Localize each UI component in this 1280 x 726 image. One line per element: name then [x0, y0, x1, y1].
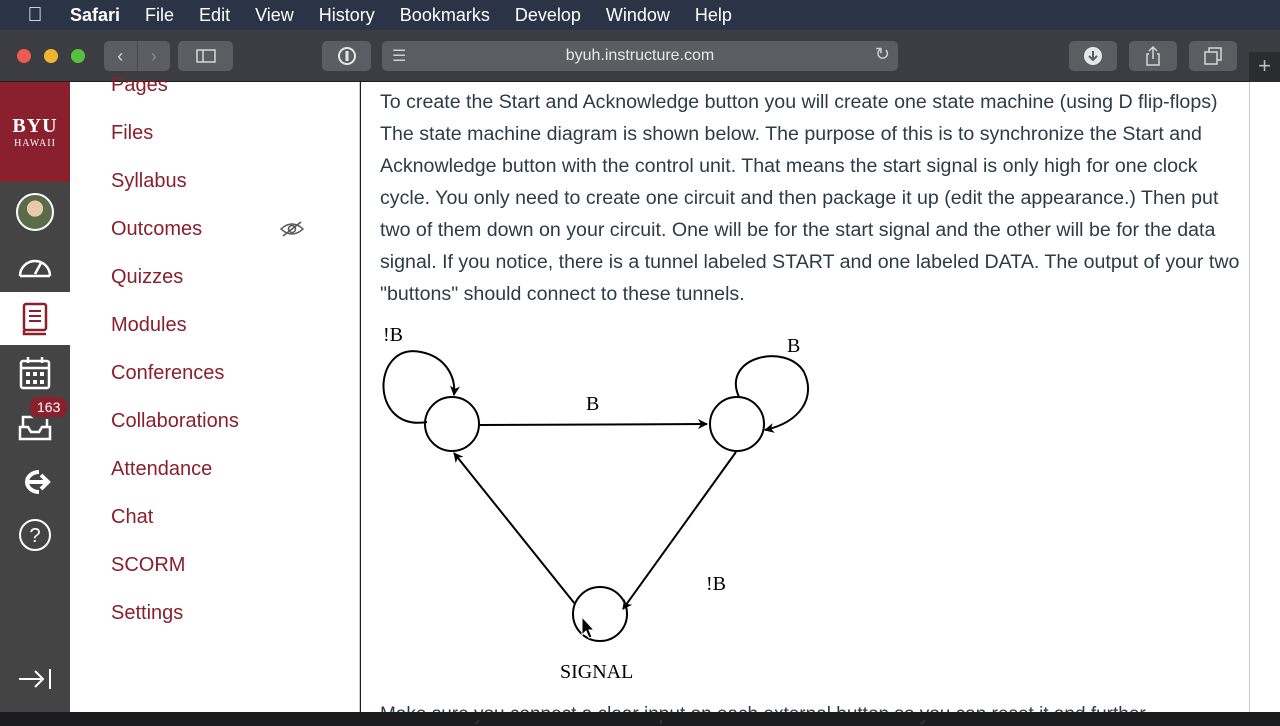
course-nav-quizzes[interactable]: Quizzes	[111, 266, 184, 288]
nav-buttons	[104, 41, 170, 71]
calendar-icon	[19, 356, 51, 390]
instructions-paragraph: To create the Start and Acknowledge button you will create one state machine (using D flip-flops) The state machine diagram is shown below. The purpose of this is to synchronize the Start and Acknowledge button with the control unit. That means the start signal is only high for one clock cycle. You only need to create one circuit and then package it up (edit the appearance.) Then put two of them down on your circuit. One will be for the start signal and the other will be for the data signal. If you notice, there is a tunnel labeled START and one labeled DATA. The output of your two "buttons" should connect to these tunnels.	[380, 91, 1240, 305]
menu-file[interactable]: File	[145, 4, 175, 25]
reader-view-icon[interactable]: ☰	[392, 48, 407, 65]
help-icon	[18, 518, 52, 552]
global-nav-inbox[interactable]	[0, 399, 70, 447]
course-nav-pages[interactable]: Pages	[111, 74, 168, 96]
menu-safari[interactable]: Safari	[70, 4, 121, 25]
menu-bar	[0, 0, 1280, 30]
menu-history[interactable]: History	[318, 4, 375, 25]
password-manager-button[interactable]	[322, 41, 371, 71]
logo-line-1: BYU	[12, 115, 58, 137]
course-nav-chat[interactable]: Chat	[111, 506, 154, 528]
dashboard-icon	[17, 252, 53, 280]
course-nav-settings[interactable]: Settings	[111, 602, 184, 624]
global-nav-help[interactable]	[0, 515, 70, 555]
byu-hawaii-logo[interactable]	[0, 82, 70, 182]
address-bar[interactable]	[382, 41, 898, 71]
course-nav-syllabus[interactable]: Syllabus	[111, 170, 187, 192]
global-navigation	[0, 82, 70, 712]
url-text: byuh.instructure.com	[565, 47, 715, 64]
back-button[interactable]: ‹	[117, 46, 124, 66]
state-left	[425, 397, 479, 451]
logo-line-2: HAWAII	[14, 138, 56, 149]
global-nav-calendar[interactable]	[0, 352, 70, 394]
password-manager-icon	[337, 46, 357, 66]
global-nav-dashboard[interactable]	[0, 244, 70, 288]
global-nav-account[interactable]	[0, 190, 70, 234]
course-nav-files[interactable]: Files	[111, 122, 154, 144]
course-nav-attendance[interactable]: Attendance	[111, 458, 213, 480]
menu-edit[interactable]: Edit	[199, 4, 231, 25]
new-tab-button[interactable]: +	[1249, 52, 1280, 82]
state-signal	[573, 587, 627, 641]
reload-icon[interactable]: ↻	[874, 44, 890, 64]
close-window-button[interactable]	[17, 49, 31, 63]
zoom-window-button[interactable]	[71, 49, 85, 63]
menu-view[interactable]: View	[255, 4, 294, 25]
window-bottom-edge	[0, 712, 1280, 720]
commons-icon	[17, 468, 53, 496]
minimize-window-button[interactable]	[44, 49, 58, 63]
course-nav-modules[interactable]: Modules	[111, 314, 187, 336]
sidebar-icon	[196, 49, 216, 63]
apple-icon[interactable]	[0, 4, 70, 27]
state-right	[710, 397, 764, 451]
svg-text:?: ?	[29, 525, 41, 547]
menu-help[interactable]: Help	[694, 4, 732, 25]
forward-button[interactable]: ›	[137, 41, 171, 71]
course-navigation	[70, 74, 360, 712]
share-button[interactable]	[1129, 41, 1177, 71]
menu-window[interactable]: Window	[605, 4, 670, 25]
label-transition-right-bottom: !B	[706, 573, 726, 595]
global-nav-courses[interactable]	[0, 292, 70, 345]
courses-icon	[20, 302, 50, 336]
label-signal: SIGNAL	[560, 661, 634, 683]
page-content	[361, 82, 1249, 712]
browser-toolbar	[0, 30, 1280, 82]
menu-bookmarks[interactable]: Bookmarks	[399, 4, 490, 25]
inbox-badge: 163	[28, 395, 69, 419]
global-nav-commons[interactable]	[0, 462, 70, 502]
label-transition-top: B	[586, 393, 600, 415]
tab-overview-button[interactable]	[1189, 41, 1237, 71]
avatar	[16, 193, 54, 231]
right-gutter	[1249, 82, 1280, 712]
transition-signal-to-left	[454, 453, 575, 604]
expand-nav-button[interactable]	[0, 664, 70, 694]
expand-arrow-icon	[17, 667, 53, 691]
label-self-right: B	[787, 335, 801, 357]
downloads-button[interactable]	[1069, 41, 1117, 71]
download-icon	[1083, 46, 1103, 66]
menu-develop[interactable]: Develop	[514, 4, 581, 25]
share-icon	[1144, 46, 1162, 66]
hidden-eye-icon	[280, 220, 304, 243]
tabs-icon	[1204, 47, 1222, 65]
label-self-left: !B	[383, 324, 403, 346]
course-nav-scorm[interactable]: SCORM	[111, 554, 186, 576]
sidebar-toggle-button[interactable]	[178, 41, 233, 71]
course-nav-outcomes[interactable]: Outcomes	[111, 218, 203, 240]
transition-left-to-right	[480, 424, 707, 425]
course-nav-conferences[interactable]: Conferences	[111, 362, 225, 384]
course-nav-collaborations[interactable]: Collaborations	[111, 410, 239, 432]
state-machine-diagram	[361, 312, 821, 692]
